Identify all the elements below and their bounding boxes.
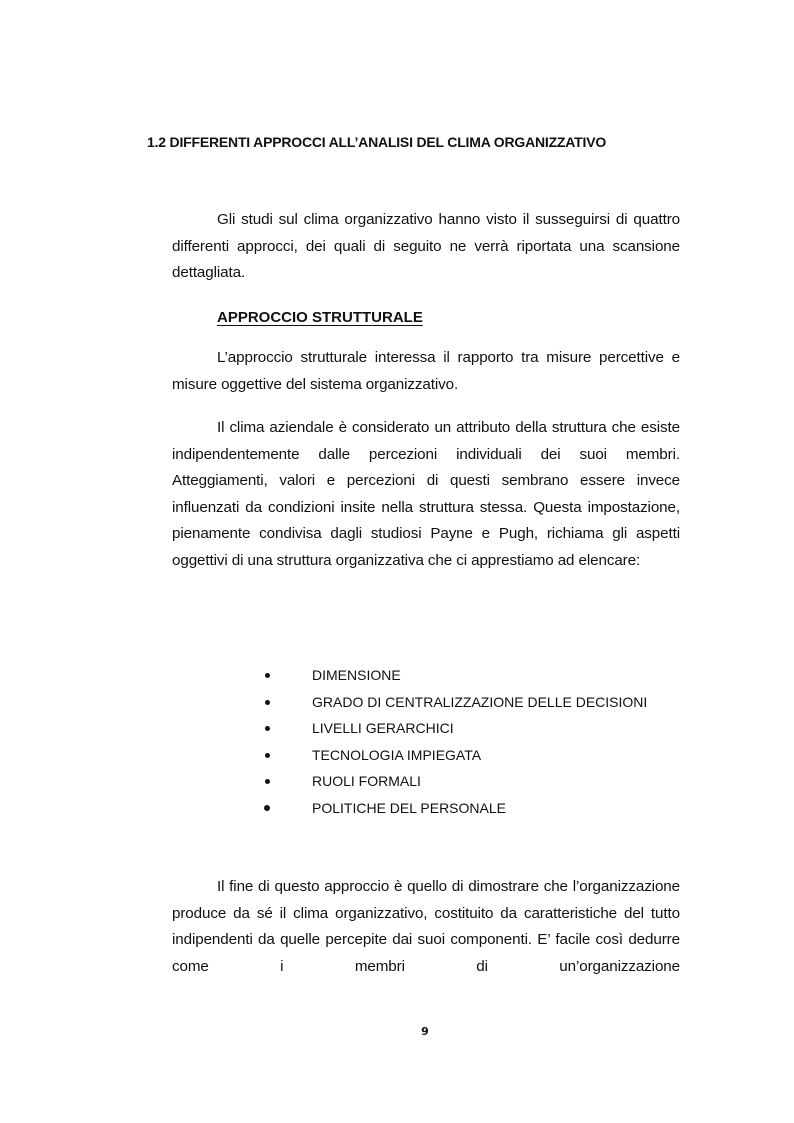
list-item-label: POLITICHE DEL PERSONALE [312, 799, 506, 816]
bullet-icon [264, 805, 270, 811]
list-item-label: RUOLI FORMALI [312, 773, 421, 789]
bullet-icon [265, 779, 270, 784]
paragraph-climate-attribute: Il clima aziendale è considerato un attributo della struttura che esiste indipendentemente dalle percezioni individuali dei suoi membri. Atteggiamenti, valori e percezioni di questi sembrano essere invece influenzati da condizioni insite nella struttura stessa. Questa impostazione, pienamente condivisa dagli studiosi Payne e Pugh, richiama gli aspetti oggettivi di una struttura organizzativa che ci apprestiamo ad elencare: [172, 419, 680, 569]
bullet-icon [265, 700, 270, 705]
paragraph-approach-goal: Il fine di questo approccio è quello di dimostrare che l’organizzazione produce da sé il clima organizzativo, costituito da caratteristiche del tutto indipendenti da quelle percepite dai suoi componenti. E’ facile così dedurre come i membri di un’organizzazione [172, 878, 680, 975]
list-item-label: GRADO DI CENTRALIZZAZIONE DELLE DECISIONI [312, 693, 648, 710]
section-heading: 1.2 DIFFERENTI APPROCCI ALL’ANALISI DEL CLIMA ORGANIZZATIVO [147, 134, 607, 150]
bullet-icon [265, 673, 270, 678]
list-item-label: DIMENSIONE [312, 667, 401, 683]
intro-paragraph: Gli studi sul clima organizzativo hanno visto il susseguirsi di quattro differenti approcci, dei quali di seguito ne verrà riportata una scansione dettagliata. [172, 211, 680, 282]
subsection-heading: APPROCCIO STRUTTURALE [217, 309, 423, 326]
list-item-label: TECNOLOGIA IMPIEGATA [312, 746, 482, 763]
bullet-icon [265, 726, 270, 731]
bullet-icon [265, 753, 270, 758]
paragraph-structural-approach: L’approccio strutturale interessa il rapporto tra misure percettive e misure oggettive del sistema organizzativo. [172, 349, 680, 393]
list-item-label: LIVELLI GERARCHICI [312, 720, 454, 736]
page-number: 9 [421, 1025, 429, 1038]
